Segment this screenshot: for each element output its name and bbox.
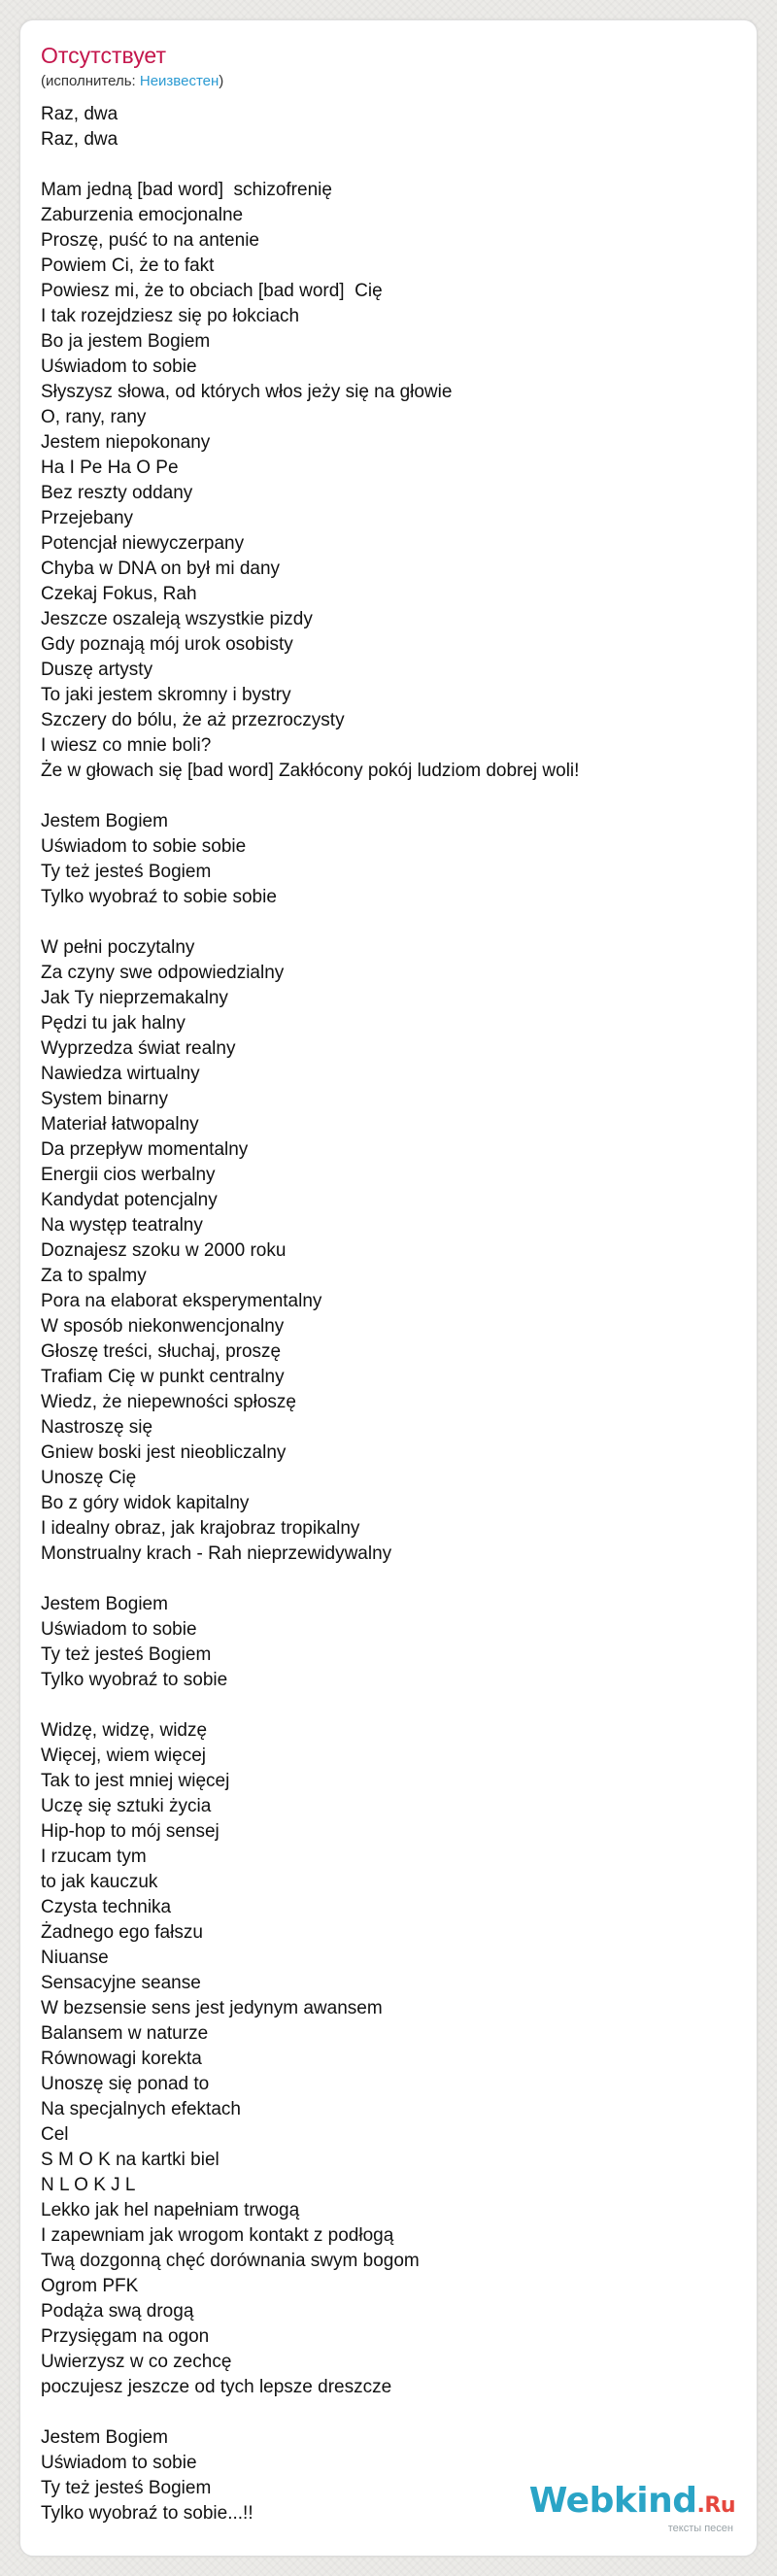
lyric-line: Jestem niepokonany [41,432,211,453]
lyric-line: Gdy poznają mój urok osobisty [41,634,293,655]
lyric-line: Przejebany [41,508,134,528]
lyric-line: W sposób niekonwencjonalny [41,1316,285,1337]
lyric-line: Nawiedza wirtualny [41,1064,200,1084]
lyric-line: Twą dozgonną chęć dorównania swym bogom [41,2251,420,2271]
lyric-line: Cel [41,2124,69,2145]
artist-line [41,73,223,90]
lyric-line: Uczę się sztuki życia [41,1796,212,1816]
lyric-line: System binarny [41,1089,168,1109]
lyric-line: I idealny obraz, jak krajobraz tropikalny [41,1518,360,1539]
lyric-line: Na występ teatralny [41,1215,203,1236]
lyric-line: O, rany, rany [41,407,147,427]
site-logo[interactable] [529,2483,735,2525]
lyric-line: Hip-hop to mój sensej [41,1821,220,1842]
lyric-line: Przysięgam na ogon [41,2326,210,2347]
lyric-line: Słyszysz słowa, od których włos jeży się na głowie [41,382,453,402]
lyrics-text [41,102,579,2526]
lyric-line: Jeszcze oszaleją wszystkie pizdy [41,609,313,629]
lyric-line: Żadnego ego fałszu [41,1922,203,1943]
lyric-line: Jestem Bogiem [41,811,168,831]
lyric-line: Na specjalnych efektach [41,2099,241,2119]
lyric-line: Materiał łatwopalny [41,1114,199,1135]
lyric-line: I wiesz co mnie boli? [41,735,212,756]
lyric-line: Kandydat potencjalny [41,1190,218,1210]
lyric-line: to jak kauczuk [41,1872,158,1892]
lyric-line: Chyba w DNA on był mi dany [41,559,281,579]
lyric-line: N L O K J L [41,2175,136,2195]
lyric-line: W pełni poczytalny [41,937,195,958]
lyric-line: Nastroszę się [41,1417,153,1438]
lyric-line: Proszę, puść to na antenie [41,230,259,251]
lyric-line: Da przepływ momentalny [41,1139,249,1160]
lyric-line: Uświadom to sobie [41,2453,197,2473]
lyric-line: Doznajesz szoku w 2000 roku [41,1240,287,1261]
lyric-line: Bez reszty oddany [41,483,193,503]
lyric-line: Raz, dwa [41,129,118,150]
lyric-line: Bo ja jestem Bogiem [41,331,211,352]
lyric-line: Trafiam Cię w punkt centralny [41,1367,285,1387]
logo-main: Webkind [528,2481,697,2521]
lyric-line: Mam jedną [bad word] schizofrenię [41,180,332,200]
artist-suffix: ) [219,73,224,89]
lyric-line: Pędzi tu jak halny [41,1013,186,1034]
lyric-line: Niuanse [41,1948,109,1968]
lyric-line: W bezsensie sens jest jedynym awansem [41,1998,383,2018]
lyric-line: Powiem Ci, że to fakt [41,255,215,276]
lyric-line: Zaburzenia emocjonalne [41,205,244,225]
lyric-line: Tylko wyobraź to sobie sobie [41,887,277,907]
lyric-line: Duszę artysty [41,660,153,680]
lyric-line: Ty też jesteś Bogiem [41,1644,212,1665]
lyric-line: Głoszę treści, słuchaj, proszę [41,1341,282,1362]
lyric-line: Czekaj Fokus, Rah [41,584,197,604]
lyric-line: Bo z góry widok kapitalny [41,1493,250,1513]
lyric-line: Uświadom to sobie [41,1619,197,1640]
lyric-line: Uwierzysz w co zechcę [41,2352,232,2372]
lyric-line: Potencjał niewyczerpany [41,533,245,554]
lyric-line: Tylko wyobraź to sobie...!! [41,2503,253,2524]
lyric-line: Gniew boski jest nieobliczalny [41,1442,287,1463]
lyric-line: Jestem Bogiem [41,2427,168,2448]
lyric-line: Uświadom to sobie sobie [41,836,247,857]
lyric-line: Sensacyjne seanse [41,1973,201,1993]
lyric-line: I tak rozejdziesz się po łokciach [41,306,300,326]
lyric-line: Ty też jesteś Bogiem [41,862,212,882]
lyric-line: Energii cios werbalny [41,1165,216,1185]
lyric-line: I zapewniam jak wrogom kontakt z podłogą [41,2225,394,2246]
lyric-line: Powiesz mi, że to obciach [bad word] Cię [41,281,383,301]
lyric-line: Ty też jesteś Bogiem [41,2478,212,2498]
lyric-line: Że w głowach się [bad word] Zakłócony pokój ludziom dobrej woli! [41,761,580,781]
lyric-line: Lekko jak hel napełniam trwogą [41,2200,300,2220]
lyric-line: To jaki jestem skromny i bystry [41,685,291,705]
logo-suffix: .Ru [696,2493,735,2518]
lyric-line: Raz, dwa [41,104,118,124]
lyric-line: Balansem w naturze [41,2023,209,2044]
lyric-line: Tak to jest mniej więcej [41,1771,230,1791]
lyrics-card [19,19,758,2557]
lyric-line: Widzę, widzę, widzę [41,1720,208,1741]
lyric-line: Równowagi korekta [41,2049,202,2069]
lyric-line: Za czyny swe odpowiedzialny [41,963,285,983]
artist-link[interactable]: Неизвестен [139,73,220,89]
lyric-line: Ha I Pe Ha O Pe [41,458,179,478]
lyric-line: Unoszę Cię [41,1468,137,1488]
lyric-line: Więcej, wiem więcej [41,1746,206,1766]
song-title: Отсутствует [41,43,166,68]
site-tagline: тексты песен [667,2523,733,2534]
lyric-line: Unoszę się ponad to [41,2074,210,2094]
lyric-line: Czysta technika [41,1897,172,1917]
lyric-line: Pora na elaborat eksperymentalny [41,1291,322,1311]
lyric-line: Wiedz, że niepewności spłoszę [41,1392,296,1412]
lyric-line: poczujesz jeszcze od tych lepsze dreszcze [41,2377,392,2397]
site-brand[interactable] [529,2483,735,2534]
lyric-line: I rzucam tym [41,1847,147,1867]
lyric-line: Tylko wyobraź to sobie [41,1670,228,1690]
lyric-line: Monstrualny krach - Rah nieprzewidywalny [41,1543,392,1564]
lyric-line: Uświadom to sobie [41,356,197,377]
lyric-line: Za to spalmy [41,1266,147,1286]
lyric-line: Jestem Bogiem [41,1594,168,1614]
artist-prefix: (исполнитель: [41,73,140,89]
lyric-line: Szczery do bólu, że aż przezroczysty [41,710,345,730]
lyric-line: Ogrom PFK [41,2276,139,2296]
lyric-line: Wyprzedza świat realny [41,1038,236,1059]
lyric-line: Jak Ty nieprzemakalny [41,988,228,1008]
lyric-line: Podąża swą drogą [41,2301,194,2322]
lyric-line: S M O K na kartki biel [41,2150,220,2170]
